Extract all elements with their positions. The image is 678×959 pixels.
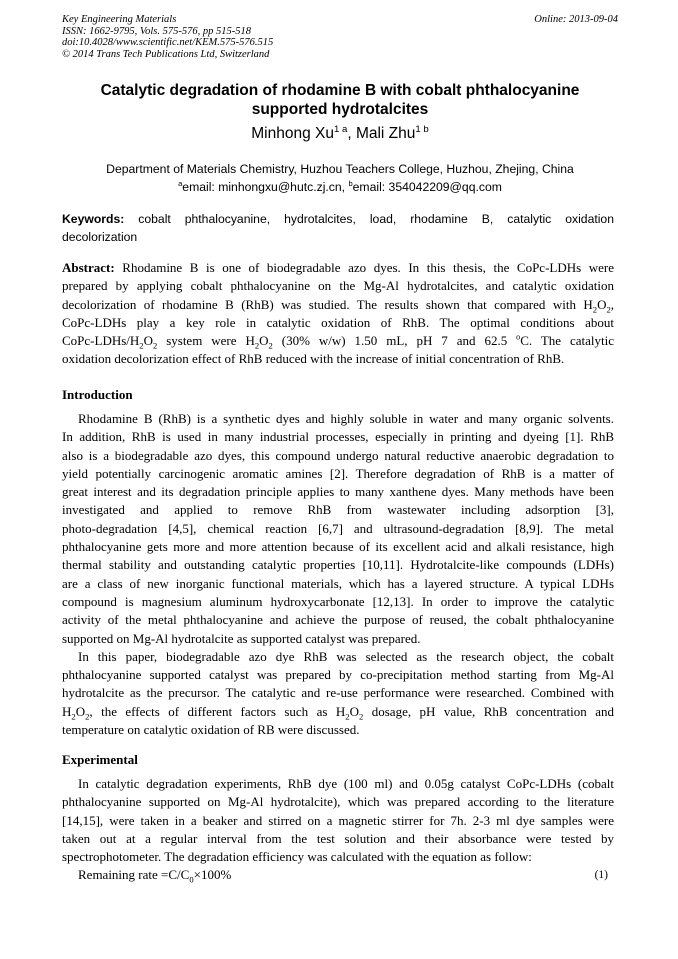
department-line: Department of Materials Chemistry, Huzhou Teachers College, Huzhou, Zhejing, China	[106, 162, 574, 176]
title-line-2: supported hydrotalcites	[251, 101, 429, 118]
body-line: activity of the metal phthalocyanine and achieve the purpose of reused, the cobalt phthalocyanine	[62, 612, 614, 628]
body-line: supported on Mg-Al hydrotalcite as supported catalyst was prepared.	[62, 630, 421, 646]
body-line: thermal stability and outstanding catalytic properties [10,11]. Hydrotalcite-like compounds (LDHs)	[62, 557, 614, 573]
author-affiliation-mark: 1 b	[415, 123, 429, 135]
body-line: yield potentially carcinogenic aromatic amines [2]. Therefore degradation of RhB is a matter of	[62, 465, 614, 481]
equation-number: (1)	[594, 869, 608, 882]
experimental-body	[62, 775, 614, 885]
body-line: also is a biodegradable azo dyes, this compound undergo natural reductive anaerobic degradation to	[62, 447, 614, 463]
paper-title	[62, 81, 618, 119]
body-line: taken out at a regular interval from the test solution and their absorbance were tested by	[62, 830, 614, 846]
journal-name: Key Engineering Materials	[62, 14, 177, 25]
affiliation-block	[62, 160, 618, 196]
degree-mark: o	[516, 332, 521, 342]
email-b: email: 354042209@qq.com	[352, 180, 502, 194]
keywords-text: cobalt phthalocyanine, hydrotalcites, load, rhodamine B, catalytic oxidation	[124, 212, 614, 226]
body-line: hydrotalcite as the precursor. The catalytic and re-use performance were researched. Combined with	[62, 685, 614, 701]
body-line: phthalocyanine supported catalyst was prepared by co-precipitation method starting from Mg-Al	[62, 667, 614, 683]
abstract-line: oxidation decolorization effect of RhB reduced with the increase of initial concentration of RhB.	[62, 351, 565, 367]
experimental-heading: Experimental	[62, 752, 138, 767]
issn-line: ISSN: 1662-9795, Vols. 575-576, pp 515-518	[62, 25, 251, 37]
body-line: compound is magnesium aluminum hydroxycarbonate [12,13]. In order to improve the catalytic	[62, 593, 614, 609]
body-line: spectrophotometer. The degradation efficiency was calculated with the equation as follow:	[62, 849, 532, 865]
body-line: temperature on catalytic oxidation of RB were discussed.	[62, 722, 360, 738]
author-separator: ,	[347, 125, 356, 142]
email-a: email: minhongxu@hutc.zj.cn,	[182, 180, 349, 194]
title-line-1: Catalytic degradation of rhodamine B with cobalt phthalocyanine	[100, 82, 580, 99]
author-list	[62, 124, 618, 143]
abstract-block	[62, 259, 614, 369]
abstract-line: CoPc-LDHs play a key role in catalytic oxidation of RhB. The optimal conditions about	[62, 314, 614, 330]
introduction-heading: Introduction	[62, 387, 133, 402]
body-line: $H_2O_2$, the effects of different factors such as $H_2O_2$ dosage, pH value, RhB concentration and	[62, 703, 614, 722]
introduction-body	[62, 410, 614, 739]
doi-line: doi:10.4028/www.scientific.net/KEM.575-576.515	[62, 37, 274, 49]
keywords-line	[62, 210, 614, 228]
body-line: great interest and its degradation principle applies to many xanthene dyes. Many methods have been	[62, 484, 614, 500]
body-line: In this paper, biodegradable azo dye RhB was selected as the research object, the cobalt	[78, 648, 614, 664]
abstract-line: CoPc-$LDHs/H_2O_2$ system were $H_2O_2$ (30% w/w) 1.50 mL, pH 7 and 62.5 $^o$C. The catalytic	[62, 332, 614, 351]
body-line: are a class of new inorganic functional materials, which has a layered structure. A typical LDHs	[62, 575, 614, 591]
copyright-line: © 2014 Trans Tech Publications Ltd, Switzerland	[62, 48, 270, 60]
body-line: In addition, RhB is used in many industrial processes, especially in printing and dyeing [1]. RhB	[62, 429, 614, 445]
body-line: investigated and applied to remove RhB from wastewater including adsorption [3],	[62, 502, 614, 518]
abstract-line: Abstract: Rhodamine B is one of biodegradable azo dyes. In this thesis, the CoPc-LDHs were	[62, 260, 614, 275]
body-line: photo-degradation [4,5], chemical reaction [6,7] and ultrasound-degradation [8,9]. The metal	[62, 520, 614, 536]
email-mark: b	[348, 178, 353, 188]
keywords-block	[62, 210, 614, 246]
abstract-line: prepared by applying cobalt phthalocyanine on the Mg-Al hydrotalcites, and catalytic oxidation	[62, 278, 614, 294]
email-line	[62, 178, 618, 196]
body-line: In catalytic degradation experiments, RhB dye (100 ml) and 0.05g catalyst CoPc-LDHs (cobalt	[78, 776, 614, 791]
body-line: Rhodamine B (RhB) is a synthetic dyes and highly soluble in water and many organic solvents.	[78, 411, 614, 426]
author-name: Minhong Xu	[251, 125, 334, 142]
author-name: Mali Zhu	[355, 125, 416, 142]
body-line: phthalocyanine supported on Mg-Al hydrotalcite), which was prepared according to the literature	[62, 794, 614, 810]
keywords-line: decolorization	[62, 230, 138, 244]
running-header	[62, 14, 618, 60]
equation-line: Remaining rate $=C/C_0\times 100\%$ (1)	[78, 867, 608, 886]
email-mark: a	[178, 178, 183, 188]
author-affiliation-mark: 1 a	[333, 123, 348, 135]
body-line: [14,15], were taken in a beaker and stirred on a magnetic stirrer for 7h. 2-3 ml dye samples were	[62, 812, 614, 828]
keywords-label: Keywords:	[62, 212, 125, 226]
online-date: Online: 2013-09-04	[534, 14, 618, 25]
abstract-label: Abstract:	[62, 260, 115, 275]
body-line: phthalocyanine gets more and more attention because of its excellent acid and alkali resistance, high	[62, 539, 614, 555]
abstract-line: decolorization of rhodamine B (RhB) was studied. The results shown that compared with $H_2O_2$,	[62, 296, 614, 315]
